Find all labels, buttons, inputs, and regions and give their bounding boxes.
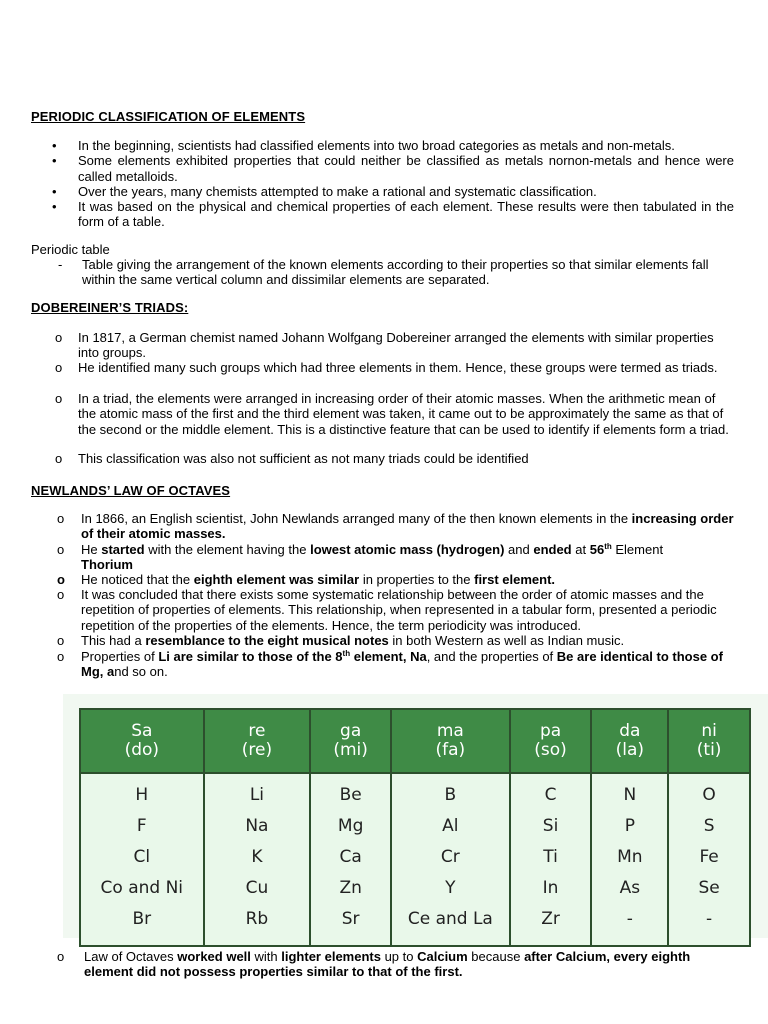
law-of-octaves-table (79, 708, 751, 947)
table-column-ga (310, 773, 391, 946)
table-cell: Al (442, 816, 459, 836)
table-cell: As (619, 878, 641, 898)
table-cell: Cr (440, 847, 460, 867)
table-column-ma (391, 773, 510, 946)
table-cell: F (136, 816, 147, 836)
table-cell: Co and Ni (100, 878, 184, 898)
table-cell: O (702, 785, 716, 805)
table-header-pa: pa (so) (510, 709, 592, 773)
table-cell: In (542, 878, 559, 898)
section-heading-periodic-classification: PERIODIC CLASSIFICATION OF ELEMENTS (31, 109, 306, 124)
dash-marker: - (58, 257, 63, 272)
table-cell: Li (249, 785, 265, 805)
table-cell: Ce and La (407, 909, 493, 929)
table-cell: Na (245, 816, 269, 836)
circle-bullet-icon: o (55, 451, 63, 466)
table-cell: Fe (699, 847, 719, 867)
table-cell: K (251, 847, 263, 867)
section-heading-dobereiner: DOBEREINER’S TRIADS: (31, 300, 189, 315)
table-cell: C (544, 785, 557, 805)
periodic-table-definition: Table giving the arrangement of the known elements according to their properties so that similar elements fall within the same vertical column and dissimilar elements are separated. (82, 257, 709, 288)
circle-bullet-icon: o (57, 633, 65, 648)
table-cell: Zn (339, 878, 362, 898)
table-column-sa (80, 773, 204, 946)
table-cell: Cl (133, 847, 151, 867)
table-header-row (80, 709, 750, 773)
table-cell: Rb (245, 909, 269, 929)
table-cell: S (703, 816, 715, 836)
table-cell: Si (542, 816, 559, 836)
table-column-re (204, 773, 311, 946)
table-cell: - (626, 909, 633, 929)
table-cell: Se (698, 878, 720, 898)
circle-bullet-icon: o (57, 511, 65, 526)
table-cell: Mg (337, 816, 364, 836)
table-header-da: da (la) (591, 709, 668, 773)
law-of-octaves-table-figure (63, 694, 768, 938)
table-cell: N (623, 785, 637, 805)
table-cell: Ti (543, 847, 558, 867)
table-column-ni (668, 773, 750, 946)
table-cell: Cu (245, 878, 269, 898)
document-page: PERIODIC CLASSIFICATION OF ELEMENTS • In the beginning, scientists had classified elements into two broad categories as metals and non-metals. • Some elements exhibited properties that could neither be classified as metals nornon-metals and hence were called metalloids. • Over the years, many chemists attempted to make a rational and systematic classification. • It was based on the physical and chemical properties of each element. These results were then tabulated in the form of a table. Periodic table - Table giving the arrangement of the known elements according to their properties so that similar elements fall within the same vertical column and dissimilar elements are separated. DOBEREINER’S TRIADS: o In 1817, a German chemist named Johann Wolfgang Dobereiner arranged the elements with similar properties into groups. o He identified many such groups which had three elements in them. Hence, these groups were termed as triads. o In a triad, the elements were arranged in increasing order of their atomic masses. When the arithmetic mean of the atomic mass of the first and the third element was taken, it came out to be approximately the same as that of the second or the middle element. This is a distinctive feature that can be used to identify if elements form a triad. o This classification was also not sufficient as not many triads could be identified NEWLANDS’ LAW OF OCTAVES o In 1866, an English scientist, John Newlands arranged many of the then known elements in the increasing order of their atomic masses. o He started with the element having the lowest atomic mass (hydrogen) and ended at 56th Element Thorium o He noticed that the eighth element was similar in properties to the first element. o It was concluded that there exists some systematic relationship between the order of atomic masses and the repetition of properties of elements. This relationship, when represented in a tabular form, presented a periodic repetition of the properties of the elements. Hence, the term periodicity was introduced. o This had a resemblance to the eight musical notes in both Western as well as Indian music. o Properties of Li are similar to those of the 8th element, Na, and the properties of Be are identical to those of Mg, and so on. Sa (do) re (re) ga (mi) ma (fa) pa (so) da (la) ni (ti) H F Cl Co and Ni Br Li Na K Cu Rb Be Mg Ca Zn Sr B Al Cr Y Ce and La C Si Ti In Zr N P Mn As - O S Fe Se - o Law of Octaves worked well with lighter elements up to Calcium because after Calcium, every eighth element did not possess properties similar to that of the first. (0, 0, 768, 1024)
table-header-ma: ma (fa) (391, 709, 510, 773)
table-column-da (591, 773, 668, 946)
table-cell: Ca (339, 847, 362, 867)
section-heading-newlands: NEWLANDS’ LAW OF OCTAVES (31, 483, 231, 498)
table-cell: - (706, 909, 713, 929)
table-column-pa (510, 773, 592, 946)
table-cell: Be (339, 785, 362, 805)
classification-bullet-list (0, 138, 734, 230)
periodic-table-label: Periodic table (31, 242, 110, 257)
circle-bullet-icon: o (55, 391, 63, 406)
table-cell: Mn (617, 847, 643, 867)
table-cell: B (444, 785, 457, 805)
table-cell: P (624, 816, 635, 836)
circle-bullet-icon: o (55, 360, 63, 375)
table-cell: Zr (541, 909, 560, 929)
table-cell: H (135, 785, 149, 805)
table-body-row (80, 773, 750, 946)
bullet-item: • It was based on the physical and chemical properties of each element. These results were then tabulated in the form of a table. (0, 199, 734, 230)
circle-bullet-icon: o (57, 949, 65, 964)
table-header-ga: ga (mi) (310, 709, 391, 773)
bullet-item: • Some elements exhibited properties that could neither be classified as metals nornon-metals and hence were called metalloids. (0, 153, 734, 184)
circle-bullet-icon: o (57, 542, 65, 557)
circle-bullet-icon: o (55, 330, 63, 345)
table-header-ni: ni (ti) (668, 709, 750, 773)
table-cell: Sr (341, 909, 360, 929)
table-cell: Br (132, 909, 152, 929)
circle-bullet-icon: o (57, 572, 65, 587)
bullet-item: • Over the years, many chemists attempted to make a rational and systematic classification. (0, 184, 734, 199)
bullet-item: • In the beginning, scientists had classified elements into two broad categories as metals and non-metals. (0, 138, 734, 153)
table-header-re: re (re) (204, 709, 311, 773)
circle-bullet-icon: o (57, 649, 65, 664)
table-cell: Y (445, 878, 456, 898)
circle-bullet-icon: o (57, 587, 65, 602)
table-header-sa: Sa (do) (80, 709, 204, 773)
